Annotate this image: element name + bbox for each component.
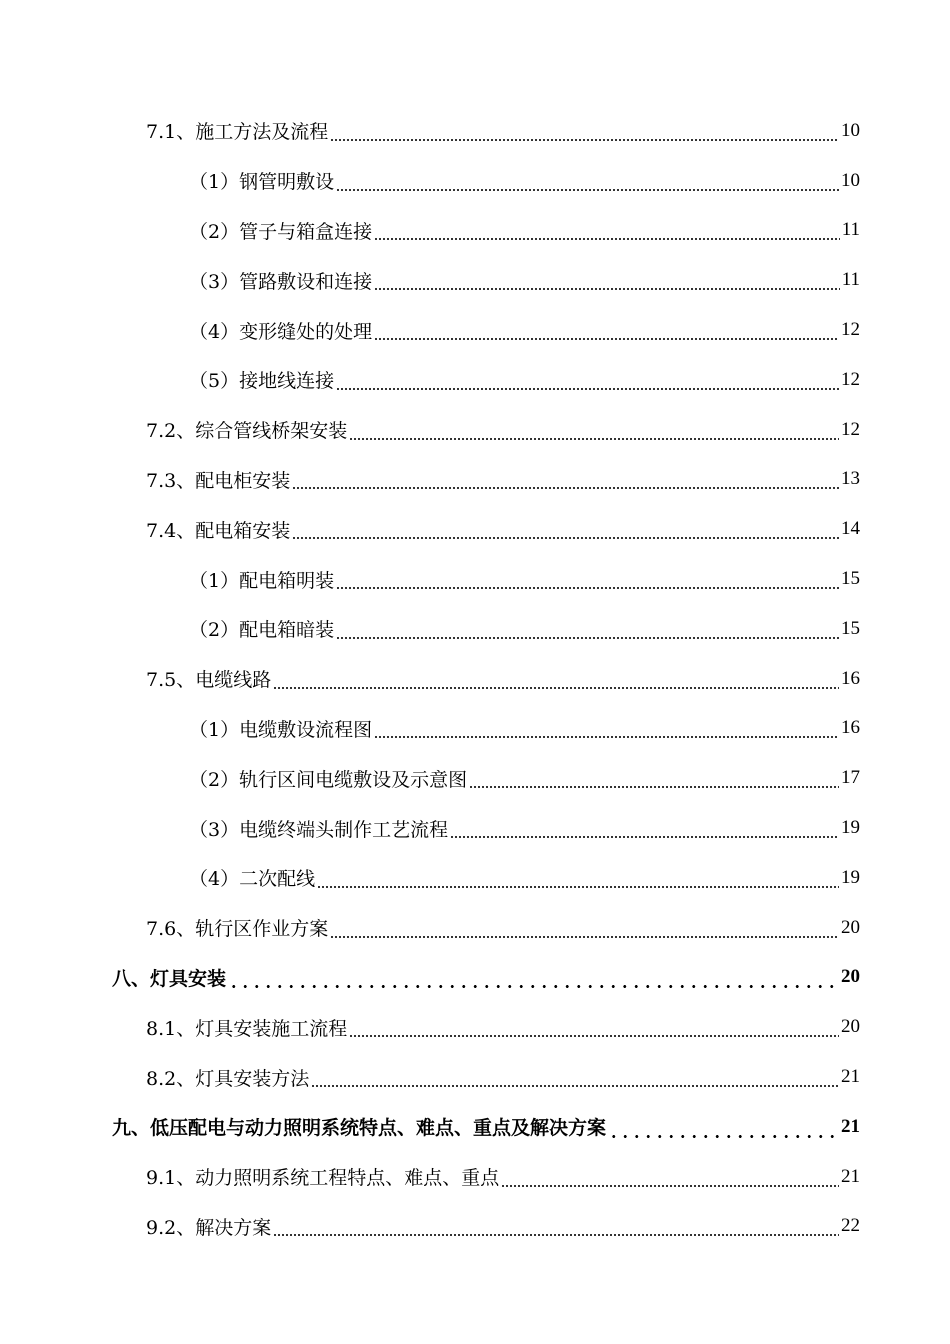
toc-dot-leader bbox=[501, 1185, 839, 1187]
toc-entry[interactable] bbox=[0, 953, 950, 1003]
toc-dot-leader bbox=[349, 1035, 839, 1037]
toc-entry-page-number: 21 bbox=[841, 1165, 860, 1187]
toc-entry-page-number: 19 bbox=[841, 866, 860, 888]
toc-entry-page-number: 19 bbox=[841, 817, 860, 839]
toc-entry[interactable] bbox=[0, 206, 950, 256]
toc-entry-title: （4）二次配线 bbox=[189, 868, 316, 891]
toc-entry-page-number: 21 bbox=[841, 1115, 860, 1137]
toc-dot-leader bbox=[608, 1135, 839, 1138]
toc-dot-leader bbox=[336, 189, 839, 191]
toc-entry-title: 8.1、灯具安装施工流程 bbox=[146, 1017, 348, 1040]
toc-entry-page-number: 10 bbox=[841, 169, 860, 191]
toc-entry-title: （1）电缆敷设流程图 bbox=[189, 718, 373, 741]
toc-dot-leader bbox=[450, 836, 839, 838]
toc-entry-title: （4）变形缝处的处理 bbox=[189, 320, 373, 343]
toc-entry[interactable] bbox=[0, 803, 950, 853]
toc-entry-title: （1）配电箱明装 bbox=[189, 569, 335, 592]
toc-entry-page-number: 16 bbox=[841, 717, 860, 739]
toc-dot-leader bbox=[273, 687, 839, 689]
toc-entry-page-number: 12 bbox=[841, 368, 860, 390]
toc-entry[interactable] bbox=[0, 554, 950, 604]
toc-dot-leader bbox=[317, 886, 839, 888]
toc-entry-page-number: 20 bbox=[841, 1016, 860, 1038]
toc-entry-title: 7.1、施工方法及流程 bbox=[146, 121, 329, 144]
toc-entry-title: （3）管路敷设和连接 bbox=[189, 270, 373, 293]
toc-entry[interactable] bbox=[0, 853, 950, 903]
toc-entry-title: （1）钢管明敷设 bbox=[189, 171, 335, 194]
toc-entry[interactable] bbox=[0, 1002, 950, 1052]
table-of-contents bbox=[0, 106, 950, 1251]
toc-entry[interactable] bbox=[0, 305, 950, 355]
toc-entry[interactable] bbox=[0, 1152, 950, 1202]
toc-entry-title: （2）配电箱暗装 bbox=[189, 619, 335, 642]
toc-entry[interactable] bbox=[0, 604, 950, 654]
toc-entry-title: 7.2、综合管线桥架安装 bbox=[146, 420, 348, 443]
toc-entry-page-number: 10 bbox=[841, 119, 860, 141]
toc-entry-title: （2）轨行区间电缆敷设及示意图 bbox=[189, 768, 468, 791]
toc-entry[interactable] bbox=[0, 106, 950, 156]
toc-dot-leader bbox=[374, 338, 839, 340]
toc-entry-page-number: 22 bbox=[841, 1215, 860, 1237]
toc-entry[interactable] bbox=[0, 903, 950, 953]
toc-entry-title: 7.5、电缆线路 bbox=[146, 669, 272, 692]
toc-dot-leader bbox=[228, 985, 839, 988]
toc-entry[interactable] bbox=[0, 654, 950, 704]
toc-entry[interactable] bbox=[0, 455, 950, 505]
toc-entry-page-number: 21 bbox=[841, 1066, 860, 1088]
toc-entry[interactable] bbox=[0, 704, 950, 754]
toc-dot-leader bbox=[349, 438, 839, 440]
toc-entry-title: 八、灯具安装 bbox=[112, 967, 227, 990]
toc-dot-leader bbox=[336, 587, 839, 589]
toc-entry-page-number: 13 bbox=[841, 468, 860, 490]
toc-dot-leader bbox=[374, 736, 839, 738]
toc-dot-leader bbox=[292, 487, 839, 489]
toc-entry[interactable] bbox=[0, 753, 950, 803]
toc-entry-title: 9.2、解决方案 bbox=[146, 1216, 272, 1239]
toc-entry-page-number: 11 bbox=[841, 269, 860, 291]
toc-dot-leader bbox=[374, 238, 840, 240]
toc-entry-page-number: 15 bbox=[841, 568, 860, 590]
toc-entry-page-number: 20 bbox=[841, 966, 860, 988]
toc-entry-page-number: 15 bbox=[841, 617, 860, 639]
toc-dot-leader bbox=[330, 936, 839, 938]
toc-entry[interactable] bbox=[0, 355, 950, 405]
toc-dot-leader bbox=[336, 637, 839, 639]
toc-dot-leader bbox=[273, 1234, 839, 1236]
toc-entry[interactable] bbox=[0, 504, 950, 554]
toc-entry-title: （5）接地线连接 bbox=[189, 370, 335, 393]
toc-entry-title: 九、低压配电与动力照明系统特点、难点、重点及解决方案 bbox=[112, 1117, 607, 1140]
toc-entry-title: 8.2、灯具安装方法 bbox=[146, 1067, 310, 1090]
toc-entry[interactable] bbox=[0, 1102, 950, 1152]
toc-dot-leader bbox=[330, 139, 839, 141]
toc-dot-leader bbox=[336, 388, 839, 390]
toc-entry-title: 7.4、配电箱安装 bbox=[146, 519, 291, 542]
toc-entry[interactable] bbox=[0, 156, 950, 206]
toc-entry-page-number: 11 bbox=[841, 219, 860, 241]
toc-dot-leader bbox=[292, 537, 839, 539]
toc-dot-leader bbox=[311, 1085, 839, 1087]
toc-entry-title: 7.3、配电柜安装 bbox=[146, 469, 291, 492]
toc-entry-title: （2）管子与箱盒连接 bbox=[189, 220, 373, 243]
toc-entry-page-number: 12 bbox=[841, 418, 860, 440]
toc-entry[interactable] bbox=[0, 405, 950, 455]
toc-entry-title: （3）电缆终端头制作工艺流程 bbox=[189, 818, 449, 841]
toc-entry-page-number: 17 bbox=[841, 767, 860, 789]
toc-entry-page-number: 16 bbox=[841, 667, 860, 689]
toc-entry-page-number: 12 bbox=[841, 319, 860, 341]
toc-dot-leader bbox=[469, 786, 839, 788]
toc-entry[interactable] bbox=[0, 1202, 950, 1252]
toc-entry-title: 9.1、动力照明系统工程特点、难点、重点 bbox=[146, 1167, 500, 1190]
toc-entry-page-number: 20 bbox=[841, 916, 860, 938]
toc-entry-page-number: 14 bbox=[841, 518, 860, 540]
toc-dot-leader bbox=[374, 288, 840, 290]
toc-entry[interactable] bbox=[0, 1052, 950, 1102]
toc-entry-title: 7.6、轨行区作业方案 bbox=[146, 918, 329, 941]
toc-entry[interactable] bbox=[0, 255, 950, 305]
